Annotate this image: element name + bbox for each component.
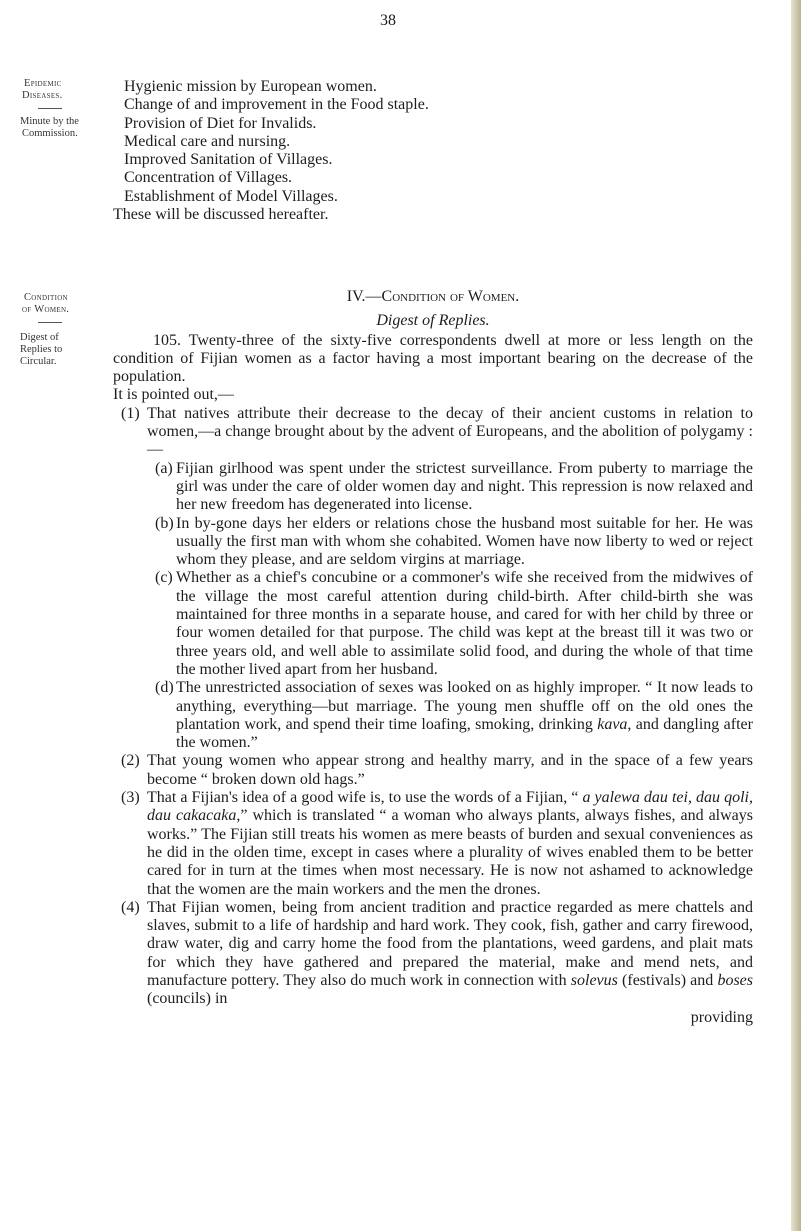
italic-term: a yalewa dau tei, dau qoli, dau cakacaka <box>147 789 754 825</box>
sidenote-condition-of-women <box>20 292 108 329</box>
text-run: (festivals) and <box>617 971 718 989</box>
list-item-1 <box>113 405 753 460</box>
italic-term: kava <box>597 715 628 733</box>
sidenote-digest-line1: Digest of <box>20 332 59 343</box>
measures-list <box>124 78 764 206</box>
sub-item-label: (a) <box>155 459 173 477</box>
sidenote-digest-line3: Circular. <box>20 356 57 367</box>
measure-item: Establishment of Model Villages. <box>124 187 338 205</box>
italic-term: solevus <box>570 971 618 989</box>
section-subheading: Digest of Replies. <box>376 312 490 330</box>
sidenote-digest-line2: Replies to <box>20 344 63 355</box>
catchword: providing <box>690 1008 753 1026</box>
sub-item-text: Fijian girlhood was spent under the strictest surveillance. From puberty to marriage the girl was under the care of older women day and night. This repression is now relaxed and her new freedom has degenerated into license. <box>176 459 753 514</box>
list-item-3 <box>113 789 753 899</box>
sidenote-condition-line2: of Women. <box>22 304 70 315</box>
sub-item-label: (c) <box>155 569 173 587</box>
text-run: The unrestricted association of sexes was looked on as highly improper. “ It now leads to anything, everything—but marriage. The young men shuffle off on the old ones the plantation work, and spend their time loafing, smoking, drinking <box>176 679 753 733</box>
closing-line <box>113 206 753 224</box>
text-run: ,” which is translated “ a woman who always plants, always fishes, and always works.” The Fijian still treats his women as mere beasts of burden and sexual conveniences as he did in the olden time, except in cases where a plurality of wives enabled them to be better cared for in turn at the times when most necessary. He is now not ashamed to acknowledge that the women are the main workers and the men the drones. <box>147 807 753 898</box>
item-text <box>147 789 753 899</box>
page-edge <box>791 0 801 1231</box>
item-number: (4) <box>121 898 140 916</box>
sub-item-text: Whether as a chief's concubine or a commoner's wife she received from the midwives of the village the most careful attention during child-birth. After child-birth she was maintained for three months in a separate house, and cared for with her child by three or four women detailed for that purpose. The child was kept at the breast till it was two or three years old, and well able to assimilate solid food, and during the whole of that time the mother lived apart from her husband. <box>176 569 753 678</box>
sidenote-epidemic-line2: Diseases. <box>22 90 63 101</box>
sub-item-text: In by-gone days her elders or relations chose the husband most suitable for her. He was usually the first man with whom she cohabited. Women have now liberty to wed or reject whom they please, and are seldom virgins at marriage. <box>176 514 753 569</box>
sub-item-label: (d) <box>155 679 174 697</box>
sidenote-rule <box>38 108 62 109</box>
item-number: (1) <box>121 404 140 422</box>
sidenote-condition-line1: Condition <box>24 292 68 303</box>
item-text <box>147 899 753 1009</box>
sidenote-minute-commission <box>20 116 108 140</box>
sidenote-minute-line2: Commission. <box>22 128 78 139</box>
sidenote-rule <box>38 322 62 323</box>
sidenote-digest-of-replies <box>20 332 108 368</box>
measure-item: Concentration of Villages. <box>124 169 293 187</box>
measure-item: Improved Sanitation of Villages. <box>124 151 333 169</box>
text-run: , and dangling after the women.” <box>176 715 753 752</box>
measure-item: Hygienic mission by European women. <box>124 78 377 95</box>
section-iv <box>113 288 753 1027</box>
italic-term: boses <box>717 971 754 989</box>
sub-item-c <box>155 569 753 679</box>
measure-item: Provision of Diet for Invalids. <box>124 114 317 132</box>
paragraph-105: 105. Twenty-three of the sixty-five correspondents dwell at more or less length on the condition of Fijian women as a factor having a most important bearing on the decrease of the population. <box>113 331 753 386</box>
sidenote-epidemic-diseases <box>20 78 108 115</box>
pointed-out: It is pointed out,— <box>113 386 234 404</box>
text-run: That a Fijian's idea of a good wife is, to use the words of a Fijian, “ <box>147 789 583 807</box>
sub-item-d <box>155 679 753 752</box>
measure-item: Change of and improvement in the Food staple. <box>124 96 429 114</box>
item-number: (3) <box>121 789 140 807</box>
item-text: That natives attribute their decrease to the decay of their ancient customs in relation to women,—a change brought about by the advent of Europeans, and the abolition of polygamy :— <box>147 404 753 459</box>
sub-item-text <box>176 679 753 752</box>
text-run: That Fijian women, being from ancient tradition and practice regarded as mere chattels and slaves, submit to a life of hardship and hard work. They cook, fish, gather and carry firewood, draw water, dig and carry home the food from the plantations, weed gardens, and plait mats for which they have gathered and prepared the material, make and mend nets, and manufacture pottery. They also do much work in connection with <box>147 898 753 989</box>
sidenote-minute-line1: Minute by the <box>20 116 79 127</box>
section-heading: IV.—Condition of Women. <box>346 288 520 305</box>
text-run: (councils) in <box>147 990 228 1008</box>
sub-item-label: (b) <box>155 514 174 532</box>
sub-item-a <box>155 460 753 515</box>
sub-item-b <box>155 515 753 570</box>
list-item-2 <box>113 752 753 789</box>
closing-line-text: These will be discussed hereafter. <box>113 206 329 223</box>
sidenote-epidemic-line1: Epidemic <box>24 78 62 89</box>
item-number: (2) <box>121 752 140 770</box>
page-number: 38 <box>380 12 396 29</box>
measure-item: Medical care and nursing. <box>124 132 291 150</box>
item-text: That young women who appear strong and healthy marry, and in the space of a few years become “ broken down old hags.” <box>147 752 753 788</box>
list-item-4 <box>113 899 753 1009</box>
